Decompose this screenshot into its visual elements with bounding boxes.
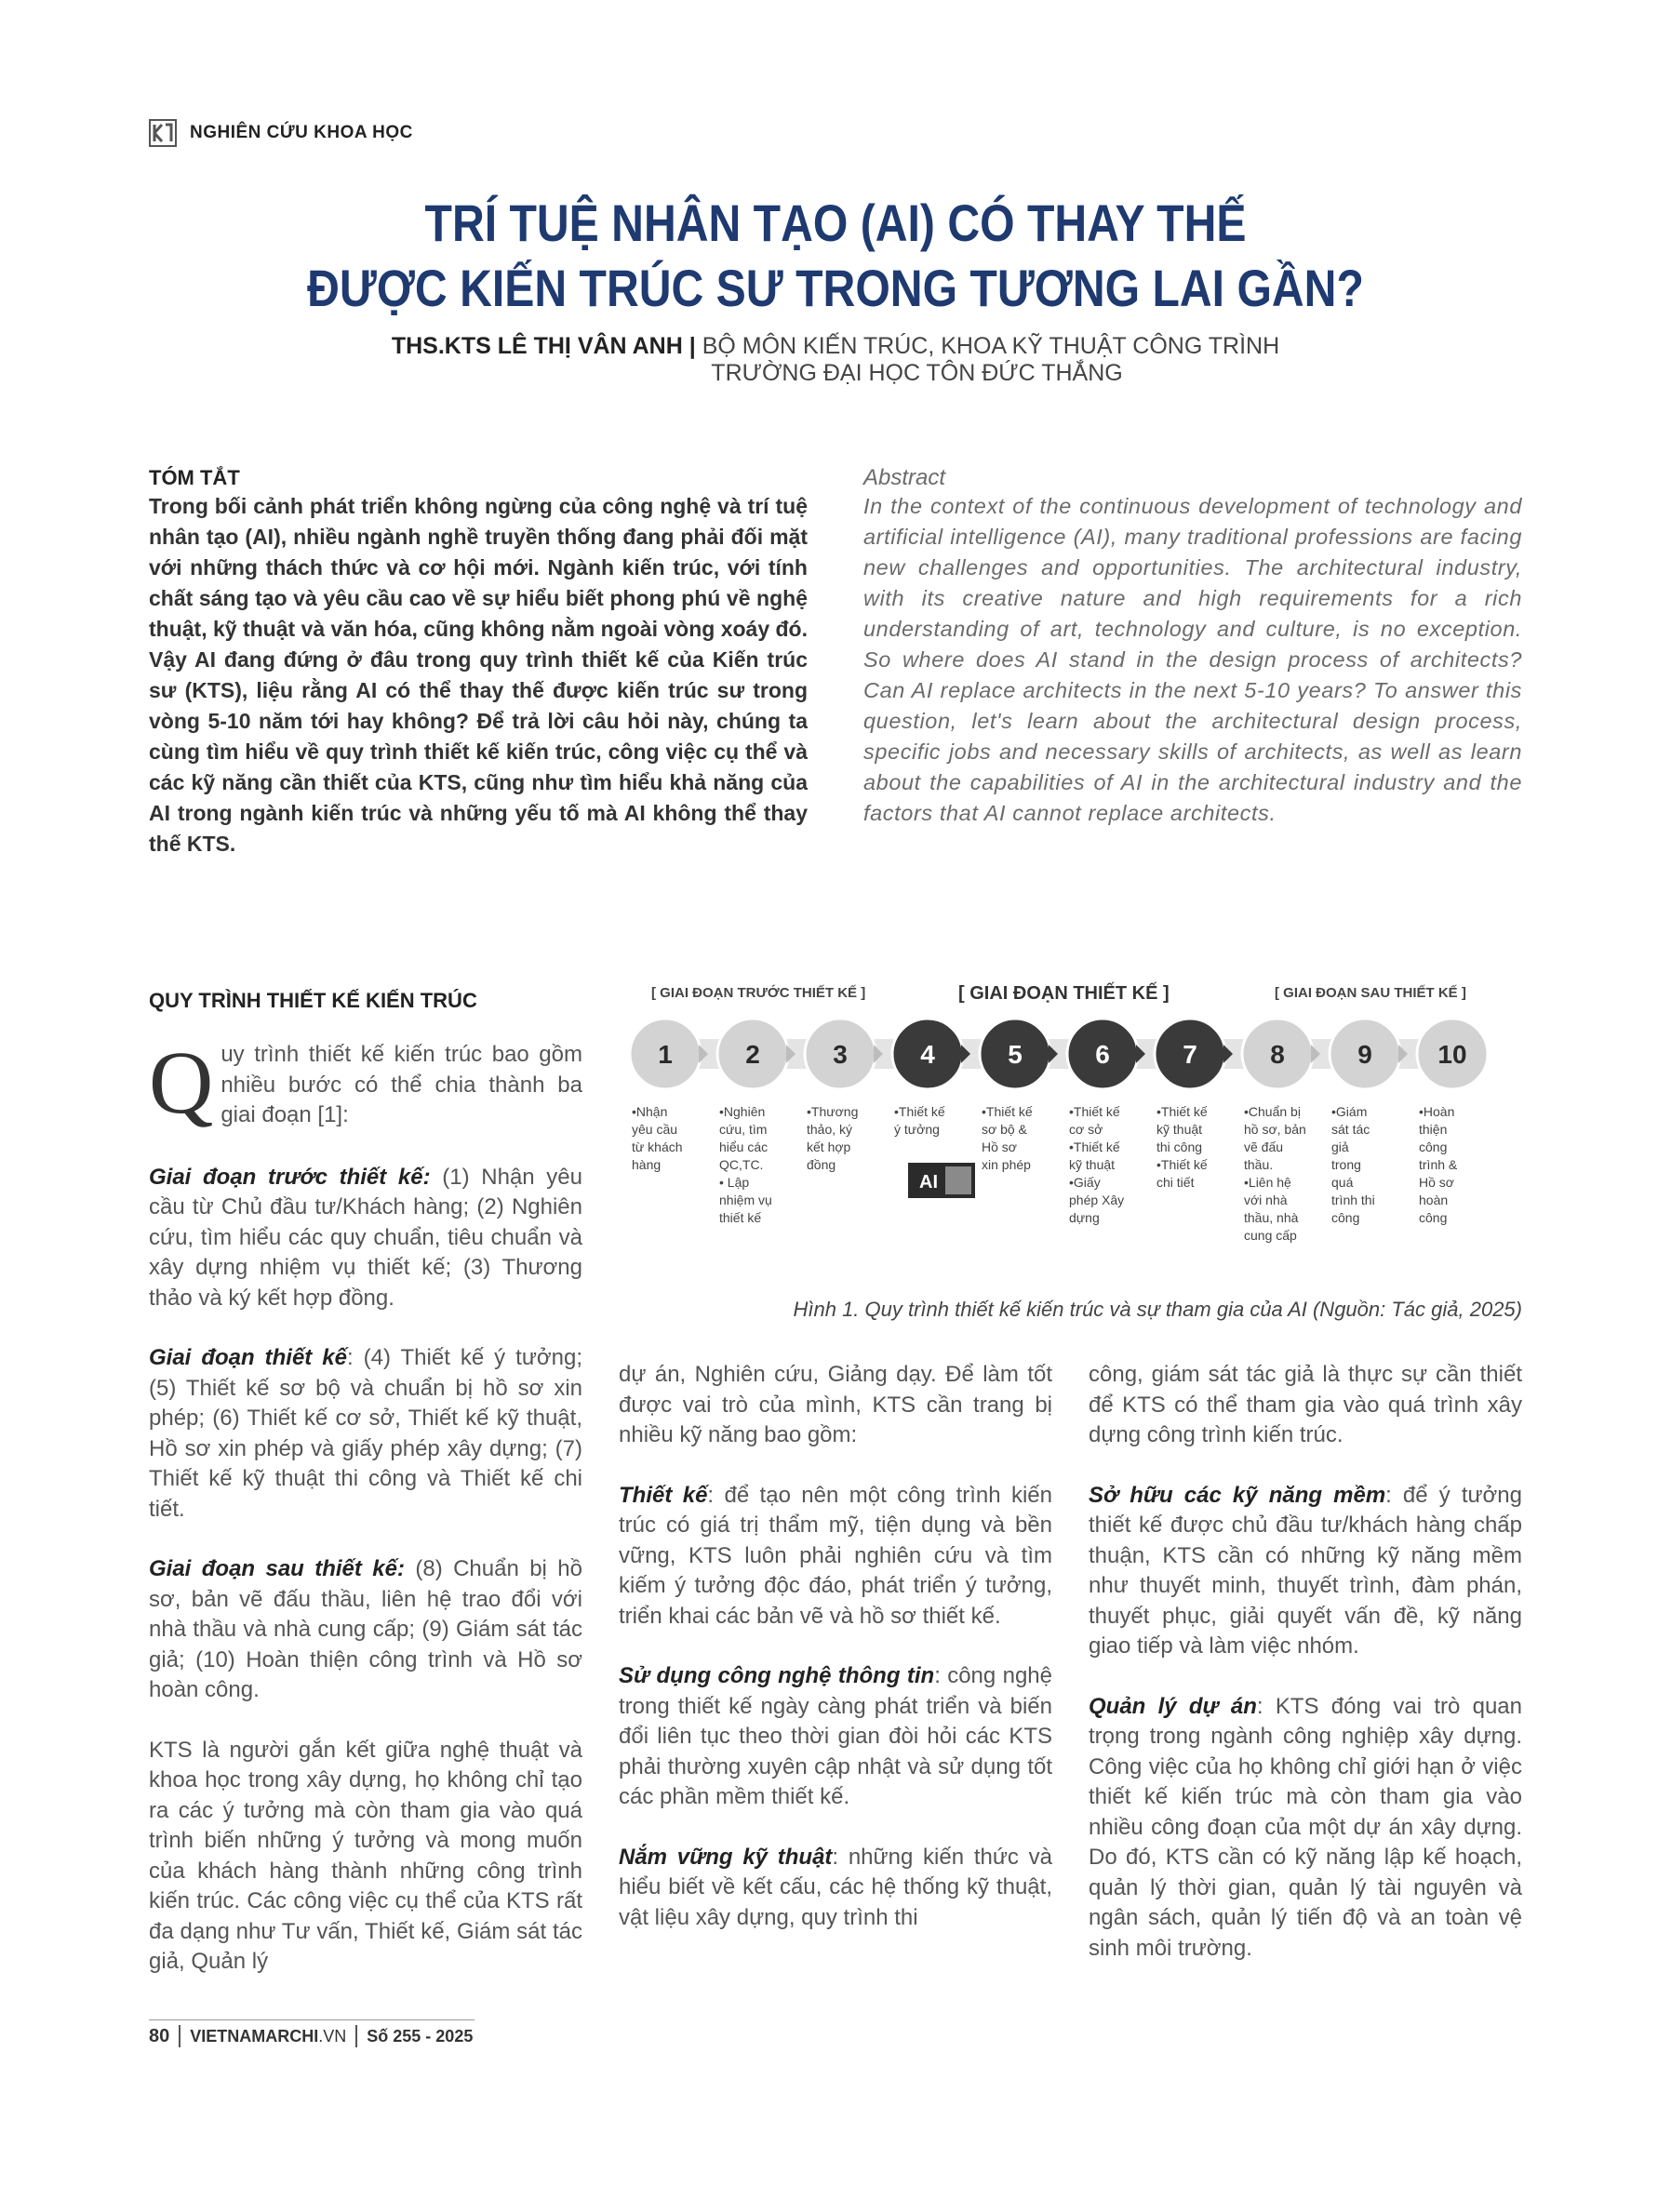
step-description: •Hoàn (1419, 1104, 1455, 1119)
process-diagram (623, 977, 1522, 1256)
process-step (717, 1019, 795, 1225)
paragraph: Nắm vững kỹ thuật: những kiến thức và hiểu biết về kết cấu, các hệ thống kỹ thuật, vật liệu xây dựng, quy trình thi (619, 1844, 1052, 1930)
step-description: thảo, ký (807, 1122, 853, 1137)
step-description: •Giám (1331, 1104, 1368, 1119)
footer-rule (149, 2019, 475, 2020)
step-description: •Chuẩn bị (1244, 1104, 1301, 1119)
ai-badge (908, 1163, 975, 1198)
step-description: trình thi (1331, 1193, 1375, 1207)
abstract-en-heading: Abstract (863, 465, 946, 490)
process-step (805, 1019, 883, 1172)
step-description: công (1419, 1139, 1448, 1154)
step-description: thiết kế (719, 1210, 762, 1225)
step-description: cung cấp (1244, 1228, 1297, 1243)
abstract-english (863, 465, 1522, 829)
paragraph: Thiết kế: để tạo nên một công trình kiến trúc có giá trị thẩm mỹ, tiện dụng và bền vững, KTS luôn phải nghiên cứu và tìm kiếm ý tưởng độc đáo, phát triển ý tưởng, triển khai các bản vẽ và hồ sơ thiết kế. (619, 1482, 1052, 1629)
step-description: •Giấy (1069, 1175, 1101, 1190)
paragraph: công, giám sát tác giả là thực sự cần thiết để KTS có thể tham gia vào quá trình xây dựng công trình kiến trúc. (1089, 1362, 1522, 1447)
step-number: 6 (1095, 1040, 1110, 1069)
author-affiliation-2: TRƯỜNG ĐẠI HỌC TÔN ĐỨC THẮNG (711, 360, 1123, 386)
step-description: sát tác (1331, 1122, 1370, 1137)
paragraph: Sử dụng công nghệ thông tin: công nghệ trong thiết kế ngày càng phát triển và biến đổi liên tục theo thời gian đòi hỏi các KTS phải thường xuyên cập nhật và sử dụng tốt các phần mềm thiết kế. (619, 1663, 1053, 1809)
step-description: •Thiết kế (1156, 1157, 1208, 1172)
paragraph: Giai đoạn thiết kế: (4) Thiết kế ý tưởng; (5) Thiết kế sơ bộ và chuẩn bị hồ sơ xin phép; (6) Thiết kế cơ sở, Thiết kế kỹ thuật, Hồ sơ xin phép và giấy phép xây dựng; (7) Thiết kế kỹ thuật thi công và Thiết kế chi tiết. (149, 1345, 582, 1522)
process-step (1067, 1019, 1145, 1225)
author-block (0, 333, 1671, 387)
step-description: QC,TC. (719, 1157, 764, 1172)
step-description: kết hợp (807, 1139, 851, 1154)
step-description: hiểu các (719, 1139, 769, 1154)
step-number: 4 (920, 1040, 935, 1069)
drop-cap: Q (149, 1033, 214, 1132)
step-description: •Nhận (632, 1104, 668, 1119)
footer-divider (179, 2025, 180, 2047)
figure-caption: Hình 1. Quy trình thiết kế kiến trúc và sự tham gia của AI (Nguồn: Tác giả, 2025) (793, 1298, 1522, 1321)
section-label: NGHIÊN CỨU KHOA HỌC (190, 123, 413, 142)
step-description: •Thiết kế (1156, 1104, 1208, 1119)
step-description: Hồ sơ (1419, 1175, 1454, 1190)
step-description: • Lập (719, 1175, 750, 1190)
title-line-1: TRÍ TUỆ NHÂN TẠO (AI) CÓ THAY THẾ (424, 193, 1247, 252)
step-description: sơ bộ & (982, 1122, 1027, 1137)
page-footer (149, 2025, 473, 2047)
journal-logo-icon (149, 119, 177, 147)
author-separator: | (688, 333, 696, 359)
process-step (892, 1019, 970, 1137)
issue-number: Số 255 - 2025 (367, 2026, 474, 2045)
step-description: trong (1331, 1157, 1361, 1172)
phase-after-label: [ GIAI ĐOẠN SAU THIẾT KẾ ] (1275, 985, 1466, 1001)
article-title (117, 191, 1555, 321)
step-description: phép Xây (1069, 1193, 1125, 1207)
step-number: 10 (1437, 1040, 1467, 1069)
step-description: vẽ đấu (1244, 1139, 1284, 1154)
step-description: thầu, nhà (1244, 1210, 1299, 1225)
step-description: trình & (1419, 1157, 1458, 1172)
step-description: cơ sở (1069, 1122, 1103, 1137)
step-description: quá (1331, 1175, 1354, 1190)
author-name: THS.KTS LÊ THỊ VÂN ANH (391, 333, 683, 359)
ai-label: AI (919, 1172, 938, 1193)
step-description: •Nghiên (719, 1104, 766, 1119)
paragraph: Sở hữu các kỹ năng mềm: để ý tưởng thiết kế được chủ đầu tư/khách hàng chấp thuận, KTS cần có những kỹ năng mềm như thuyết minh, thuyết trình, đàm phán, thuyết phục, giải quyết vấn đề, kỹ năng giao tiếp và làm việc nhóm. (1089, 1482, 1522, 1659)
step-description: •Liên hệ (1244, 1175, 1291, 1190)
step-description: kỹ thuật (1069, 1157, 1116, 1172)
process-step (1330, 1019, 1408, 1225)
body-column-3 (1089, 1360, 1522, 1993)
step-description: nhiệm vụ (719, 1193, 772, 1207)
abstract-vi-text: Trong bối cảnh phát triển không ngừng của công nghệ và trí tuệ nhân tạo (AI), nhiều ngành nghề truyền thống đang phải đối mặt với những thách thức và cơ hội mới. Ngành kiến trúc, với tính chất sáng tạo và yêu cầu cao về sự hiểu biết phong phú về nghệ thuật, kỹ thuật và văn hóa, cũng không nằm ngoài vòng xoáy đó. Vậy AI đang đứng ở đâu trong quy trình thiết kế của Kiến trúc sư (KTS), liệu rằng AI có thể thay thế được kiến trúc sư trong vòng 5-10 năm tới hay không? Để trả lời câu hỏi này, chúng ta cùng tìm hiểu về quy trình thiết kế kiến trúc, công việc cụ thể và các kỹ năng cần thiết của KTS, cũng như tìm hiểu khả năng của AI trong ngành kiến trúc và những yếu tố mà AI không thể thay thế KTS. (149, 494, 808, 856)
step-number: 1 (658, 1040, 673, 1069)
site-name: VIETNAMARCHI.VN (190, 2026, 347, 2045)
phase-design-label: [ GIAI ĐOẠN THIẾT KẾ ] (958, 983, 1170, 1004)
step-description: từ khách (632, 1139, 683, 1154)
body-column-2 (619, 1360, 1052, 1963)
step-number: 7 (1183, 1040, 1197, 1069)
step-description: •Thiết kế (894, 1104, 945, 1119)
step-description: dựng (1069, 1210, 1100, 1225)
step-number: 3 (833, 1040, 848, 1069)
intro-paragraph: Quy trình thiết kế kiến trúc bao gồm nhiều bước có thể chia thành ba giai đoạn [1]: (149, 1033, 582, 1132)
step-description: yêu cầu (632, 1122, 678, 1137)
paragraph: dự án, Nghiên cứu, Giảng dạy. Để làm tốt được vai trò của mình, KTS cần trang bị nhiều kỹ năng bao gồm: (619, 1362, 1052, 1447)
step-description: thi công (1156, 1139, 1203, 1154)
step-number: 5 (1008, 1040, 1023, 1069)
step-description: ý tưởng (894, 1122, 940, 1137)
abstract-vietnamese (149, 465, 808, 859)
step-number: 8 (1270, 1040, 1285, 1069)
step-description: cứu, tìm (719, 1122, 768, 1137)
abstract-vi-heading: TÓM TẮT (149, 466, 240, 489)
step-description: công (1419, 1210, 1448, 1225)
step-description: •Thương (807, 1104, 859, 1119)
paragraph: Giai đoạn trước thiết kế: (1) Nhận yêu cầu từ Chủ đầu tư/Khách hàng; (2) Nghiên cứu, tìm hiểu các quy chuẩn, tiêu chuẩn và xây dựng nhiệm vụ thiết kế; (3) Thương thảo và ký kết hợp đồng. (149, 1164, 583, 1311)
paragraph: Quản lý dự án: KTS đóng vai trò quan trọng trong ngành công nghiệp xây dựng. Công việc của họ không chỉ giới hạn ở việc thiết kế kiến trúc mà còn tham gia vào nhiều công đoạn của một dự án xây dựng. Do đó, KTS cần có kỹ năng lập kế hoạch, quản lý thời gian, quản lý tài nguyên và ngân sách, quản lý tiến độ và an toàn vệ sinh môi trường. (1089, 1693, 1523, 1961)
step-description: hàng (632, 1157, 662, 1172)
body-column-1 (149, 1033, 583, 2007)
step-description: đồng (807, 1157, 836, 1172)
step-description: chi tiết (1156, 1175, 1195, 1190)
step-number: 2 (745, 1040, 760, 1069)
step-description: Hồ sơ (982, 1139, 1017, 1154)
process-step (1155, 1019, 1233, 1190)
step-description: •Thiết kế (982, 1104, 1033, 1119)
author-affiliation-1: BỘ MÔN KIẾN TRÚC, KHOA KỸ THUẬT CÔNG TRÌNH (702, 333, 1280, 359)
step-description: thầu. (1244, 1157, 1274, 1172)
title-line-2: ĐƯỢC KIẾN TRÚC SƯ TRONG TƯƠNG LAI GẦN? (307, 259, 1364, 317)
footer-divider (355, 2025, 357, 2047)
step-description: kỹ thuật (1156, 1122, 1203, 1137)
abstract-en-text: In the context of the continuous development of technology and artificial intelligence (AI), many traditional professions are facing new challenges and opportunities. The architectural industry, with its creative nature and high requirements for a rich understanding of art, technology and culture, is no exception. So where does AI stand in the design process of architects? Can AI replace architects in the next 5-10 years? To answer this question, let's learn about the architectural design process, specific jobs and necessary skills of architects, as well as learn about the capabilities of AI in the architectural industry and the factors that AI cannot replace architects. (863, 494, 1522, 825)
process-step (980, 1019, 1058, 1172)
step-description: xin phép (982, 1157, 1031, 1172)
step-description: hồ sơ, bản (1244, 1122, 1306, 1137)
step-description: công (1331, 1210, 1360, 1225)
process-step (1242, 1019, 1320, 1243)
section-header (149, 119, 413, 147)
step-description: giả (1331, 1139, 1349, 1154)
section-heading: QUY TRÌNH THIẾT KẾ KIẾN TRÚC (149, 989, 477, 1012)
paragraph: KTS là người gắn kết giữa nghệ thuật và khoa học trong xây dựng, họ không chỉ tạo ra các ý tưởng mà còn tham gia vào quá trình biến những ý tưởng và mong muốn của khách hàng thành những công trình kiến trúc. Các công việc cụ thể của KTS rất đa dạng như Tư vấn, Thiết kế, Giám sát tác giả, Quản lý (149, 1737, 582, 1974)
step-description: với nhà (1244, 1193, 1288, 1207)
step-description: hoàn (1419, 1193, 1449, 1207)
page-number: 80 (149, 2025, 170, 2046)
paragraph: Giai đoạn sau thiết kế: (8) Chuẩn bị hồ sơ, bản vẽ đấu thầu, liên hệ trao đổi với nhà thầu và nhà cung cấp; (9) Giám sát tác giả; (10) Hoàn thiện công trình và Hồ sơ hoàn công. (149, 1556, 582, 1702)
step-description: •Thiết kế (1069, 1104, 1120, 1119)
step-number: 9 (1357, 1040, 1372, 1069)
process-step (1417, 1019, 1488, 1225)
step-description: thiện (1419, 1122, 1448, 1137)
phase-before-label: [ GIAI ĐOẠN TRƯỚC THIẾT KẾ ] (651, 985, 866, 1001)
process-step (630, 1019, 708, 1172)
step-description: •Thiết kế (1069, 1139, 1120, 1154)
